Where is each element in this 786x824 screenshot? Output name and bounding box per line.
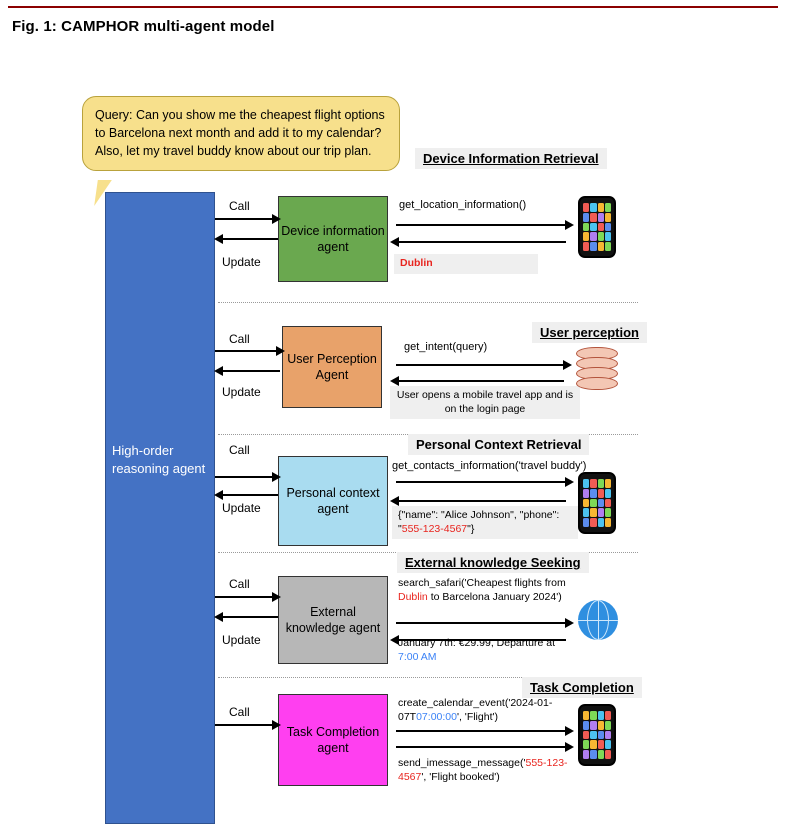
request-send-imessage xyxy=(392,754,578,787)
arrow-label-update-user-perception: Update xyxy=(222,385,261,399)
query-bubble: Query: Can you show me the cheapest flight options to Barcelona next month and add it to my calendar? Also, let my travel buddy know about our trip plan. xyxy=(82,96,400,171)
request-create-calendar-event xyxy=(392,694,578,727)
arrow-request-user-perception xyxy=(396,364,564,366)
agent-box-personal-context-agent: Personal context agent xyxy=(278,456,388,546)
high-order-reasoning-agent-bar xyxy=(105,192,215,824)
arrow-update-personal-context xyxy=(222,494,278,496)
request-search-safari xyxy=(392,574,578,607)
result-contacts xyxy=(392,506,578,539)
arrow-request-calendar xyxy=(396,730,566,732)
arrow-request-device xyxy=(396,224,566,226)
top-divider xyxy=(8,6,778,8)
request-imessage-prefix: send_imessage_message(' xyxy=(398,757,526,769)
section-heading-personal-context-retrieval: Personal Context Retrieval xyxy=(408,434,589,455)
arrow-label-call-user-perception: Call xyxy=(229,332,250,346)
arrow-label-call-task-completion: Call xyxy=(229,705,250,719)
arrow-update-external-knowledge xyxy=(222,616,278,618)
section-heading-task-completion: Task Completion xyxy=(522,677,642,698)
section-separator-1 xyxy=(218,302,638,303)
phone-icon-task-completion xyxy=(578,704,616,766)
request-search-prefix: search_safari('Cheapest flights from xyxy=(398,577,566,589)
arrow-response-device xyxy=(398,241,566,243)
globe-icon-external-knowledge xyxy=(578,600,618,640)
figure-title: Fig. 1: CAMPHOR multi-agent model xyxy=(12,18,275,35)
phone-icon-device xyxy=(578,196,616,258)
result-flight-prefix: January 7th: €29.99, Departure at xyxy=(398,637,556,649)
arrow-request-imessage xyxy=(396,746,566,748)
arrow-update-device xyxy=(222,238,278,240)
result-contacts-suffix: "} xyxy=(467,522,475,535)
request-device-location: get_location_information() xyxy=(399,199,527,211)
arrow-label-call-device: Call xyxy=(229,199,250,213)
result-flight-info xyxy=(392,634,578,667)
arrow-response-personal-context xyxy=(398,500,566,502)
arrow-request-external-knowledge xyxy=(396,622,566,624)
arrow-label-update-personal-context: Update xyxy=(222,501,261,515)
phone-icon-personal-context xyxy=(578,472,616,534)
result-flight-time: 7:00 AM xyxy=(398,650,437,663)
arrow-request-personal-context xyxy=(396,481,566,483)
request-contacts: get_contacts_information('travel buddy') xyxy=(392,460,587,472)
agent-box-user-perception-agent: User Perception Agent xyxy=(282,326,382,408)
result-band-device xyxy=(394,254,538,274)
agent-box-external-knowledge-agent: External knowledge agent xyxy=(278,576,388,664)
request-user-intent: get_intent(query) xyxy=(404,341,488,353)
request-imessage-phone: 555-123-4567 xyxy=(398,757,568,783)
high-order-reasoning-agent-label: High-order reasoning agent xyxy=(112,443,206,476)
arrow-label-call-personal-context: Call xyxy=(229,443,250,457)
diagram-canvas xyxy=(0,44,786,799)
arrow-call-device xyxy=(215,218,273,220)
request-imessage-suffix: ', 'Flight booked') xyxy=(421,770,500,783)
result-contacts-phone: 555-123-4567 xyxy=(401,522,468,535)
arrow-call-user-perception xyxy=(215,350,277,352)
request-calendar-suffix: ', 'Flight') xyxy=(456,710,498,723)
arrow-call-personal-context xyxy=(215,476,273,478)
agent-box-device-information-agent: Device information agent xyxy=(278,196,388,282)
arrow-update-user-perception xyxy=(222,370,280,372)
result-user-intent: User opens a mobile travel app and is on the login page xyxy=(390,386,580,419)
agent-box-task-completion-agent: Task Completion agent xyxy=(278,694,388,786)
arrow-label-update-external-knowledge: Update xyxy=(222,633,261,647)
result-device-location: Dublin xyxy=(400,257,433,269)
arrow-call-task-completion xyxy=(215,724,273,726)
arrow-response-user-perception xyxy=(398,380,564,382)
arrow-call-external-knowledge xyxy=(215,596,273,598)
request-calendar-time: 07:00:00 xyxy=(416,710,457,723)
request-search-suffix: to Barcelona January 2024') xyxy=(427,590,562,603)
result-contacts-prefix: {"name": "Alice Johnson", "phone": " xyxy=(398,509,560,535)
arrow-label-update-device: Update xyxy=(222,255,261,269)
database-icon-user-perception xyxy=(576,347,618,391)
request-search-city: Dublin xyxy=(398,590,428,603)
section-heading-user-perception: User perception xyxy=(532,322,647,343)
arrow-label-call-external-knowledge: Call xyxy=(229,577,250,591)
section-heading-external-knowledge-seeking: External knowledge Seeking xyxy=(397,552,589,573)
section-heading-device-information-retrieval: Device Information Retrieval xyxy=(415,148,607,169)
request-calendar-prefix: create_calendar_event('2024-01-07T xyxy=(398,697,553,723)
